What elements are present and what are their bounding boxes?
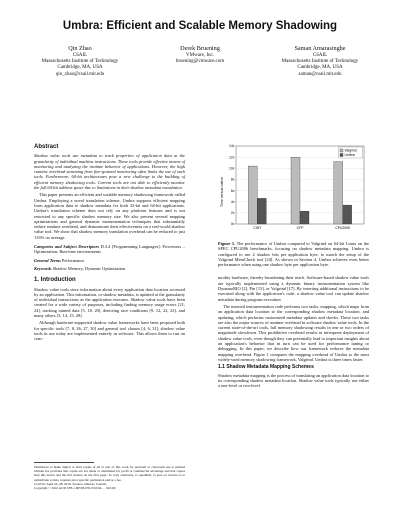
author-email: qin_zhao@csail.mit.edu [55, 71, 105, 77]
author-affiliation: Cambridge, MA, USA [297, 65, 343, 71]
author-name: Qin Zhao [68, 45, 92, 52]
footnote-rule [34, 462, 94, 463]
bar-umbra-cpu2006 [343, 205, 352, 224]
author-email: bruening@vmware.com [175, 59, 225, 65]
right-column [218, 241, 369, 390]
categories-text: D.3.4 [Programming Languages]: Processors – Optimization, Run-time environments [34, 244, 185, 255]
categories [34, 244, 185, 255]
chart-categories [253, 226, 350, 230]
chart-legend [339, 147, 363, 158]
author-affiliation: CSAIL [312, 53, 328, 58]
author-3 [260, 44, 380, 78]
y-tick-label: 10x [229, 166, 235, 171]
legend-swatch [340, 154, 343, 157]
copyright-line: Copyright © 2010 ACM 978-1-60558-635-9/10/04. . . $10.00 [34, 486, 116, 491]
author-name: Derek Bruening [180, 45, 220, 52]
chart-ylabel: Time versus native [220, 176, 224, 208]
copyright-footnote [34, 465, 185, 490]
paper-title: Umbra: Efficient and Scalable Memory Shadowing [62, 20, 338, 32]
intro-paragraph: Although hardware-supported shadow value frameworks have been proposed both for specific tools [7, 8, 26, 27, 30] and general tool classes [4, 6, 31], shadow value tools in use today are implemented entirely in software. This allows them to run on com- [34, 320, 185, 342]
conference-line: CGO'10, April 24–28, 2010, Toronto, Ontario, Canada. [34, 481, 107, 486]
chart-bars [248, 157, 351, 224]
bar-valgrind-cint [248, 166, 257, 224]
bar-valgrind-cpu2006 [334, 162, 343, 224]
figure-caption-text: The performance of Umbra compared to Valgrind on 64-bit Linux on the SPEC CPU2006 benchmarks, focusing on shadow metadata mapping. Umbra is configured to use 2 shadow bits per application byte, to match the setup of the Valgrind MemCheck tool [24]. As shown in Section 4, Umbra achieves even better performance when using one shadow byte per application byte. [218, 241, 369, 268]
y-tick-label: 6x [230, 188, 235, 193]
y-tick-label: 4x [230, 199, 235, 204]
bar-valgrind-cfp [291, 157, 300, 224]
intro-paragraph: Shadow value tools store information about every application data location accessed by an application. This information, or shadow metadata, is updated at the granularity of individual instructions as the application executes. Shadow value tools have been created for a wide variety of purposes, including finding memory usage errors [21, 24], tracking tainted data [5, 18, 20], detecting race conditions [9, 12, 22, 23], and many others [3, 14, 15, 28]. [34, 286, 185, 319]
figure-caption-label: Figure 1. [218, 241, 236, 246]
categories-heading: Categories and Subject Descriptors [34, 244, 100, 250]
y-tick-label: 12x [229, 155, 235, 160]
abstract-paragraph: This paper presents an efficient and scalable memory shadowing framework called Umbra. Employing a novel translation scheme, Umbra supports efficient mapping from application data to shadow metadata for both 32-bit and 64-bit applications. Umbra's translation scheme does not rely on any platform features and is not restricted to any specific shadow memory size. We also present several mapping optimizations and general dynamic instrumentation techniques that substantially reduce runtime overhead, and demonstrate their effectiveness on a real-world shadow value tool. We show that shadow memory translation overhead can be reduced to just 133% on average. [34, 192, 185, 240]
author-email: saman@csail.mit.edu [298, 71, 342, 77]
legend-swatch [340, 149, 343, 152]
body-paragraph: Shadow metadata mapping is the process of translating an application data location to its corresponding shadow metadata location. Shadow value tools typically use either a one-level or two-level [218, 372, 369, 389]
x-tick-label: CPU2006 [335, 226, 351, 230]
chart-ticks [229, 144, 235, 226]
permission-text: Permission to make digital or hard copies of all or part of this work for personal or classroom use is granted without fee provided that copies are not made or distributed for profit or commercial advantage and that copies bear this notice and the full citation on the first page. To copy otherwise, to republish, to post on servers or to redistribute to lists, requires prior specific permission and/or a fee. [34, 465, 185, 482]
author-affiliation: VMware, Inc. [186, 53, 214, 58]
general-terms-heading: General Terms [34, 257, 61, 263]
y-tick-label: 2x [230, 211, 235, 216]
x-tick-label: CFP [296, 226, 304, 230]
abstract-paragraph: Shadow value tools use metadata to track properties of application data at the granularity of individual machine instructions. These tools provide effective means of monitoring and analyzing the runtime behavior of applications. However, the high runtime overhead stemming from fine-grained monitoring often limits the use of such tools. Furthermore, 64-bit architectures pose a new challenge to the building of efficient memory shadowing tools. Current tools are not able to efficiently monitor the full 64-bit address space due to limitations in their shadow metadata translation. [34, 153, 185, 191]
y-tick-label: 8x [230, 177, 235, 182]
figure-1-chart [218, 142, 368, 237]
author-name: Saman Amarasinghe [294, 45, 346, 52]
bar-umbra-cint [257, 198, 266, 224]
y-tick-label: 0x [230, 222, 235, 227]
general-terms-text: Performance [61, 257, 85, 263]
author-1 [20, 44, 140, 78]
left-column [34, 142, 185, 344]
body-paragraph: The inserted instrumentation code performs two tasks: mapping, which maps from an application data location to the corresponding shadow metadata location, and updating, which performs customized metadata updates and checks. These two tasks are also the major sources of runtime overhead in software shadow value tools. In the current state-of-the-art tools, full memory shadowing results in one or two orders of magnitude slowdown. This prohibitive overhead results in infrequent deployment of shadow value tools, even though they can potentially lead to important insights about an application's behavior that in turn can be used for performance tuning or debugging. In this paper, we describe how our framework reduces the metadata mapping overhead. Figure 1 compares the mapping overhead of Umbra to the most widely-used memory shadowing framework, Valgrind. Umbra is three times faster. [218, 303, 369, 362]
author-affiliation: Massachusetts Institute of Technology [281, 59, 359, 65]
keywords-heading: Keywords [34, 265, 52, 271]
x-tick-label: CINT [253, 226, 262, 230]
intro-heading: 1. Introduction [34, 277, 76, 284]
body-paragraph: modity hardware, thereby broadening their reach. Software-based shadow value tools are typically implemented using a dynamic binary instrumentation system like DynamoRIO [2], Pin [13], or Valgrind [17]. By inserting additional instructions to be executed along with the application's code, a shadow value tool can update shadow metadata during program execution. [218, 275, 369, 302]
general-terms [34, 258, 185, 263]
author-affiliation: Massachusetts Institute of Technology [41, 59, 119, 65]
author-affiliation: Cambridge, MA, USA [57, 65, 103, 71]
figure-caption [218, 241, 369, 267]
y-tick-label: 14x [229, 144, 235, 149]
author-2 [140, 44, 260, 65]
keywords-text: Shadow Memory, Dynamic Optimization [52, 265, 126, 271]
legend-label: Umbra [344, 153, 355, 158]
author-affiliation: CSAIL [72, 53, 88, 58]
subsection-heading: 1.1 Shadow Metadata Mapping Schemes [218, 364, 314, 371]
abstract-heading: Abstract [34, 144, 59, 150]
bar-umbra-cfp [300, 211, 309, 224]
legend-label: Valgrind [344, 148, 357, 153]
keywords [34, 266, 185, 271]
